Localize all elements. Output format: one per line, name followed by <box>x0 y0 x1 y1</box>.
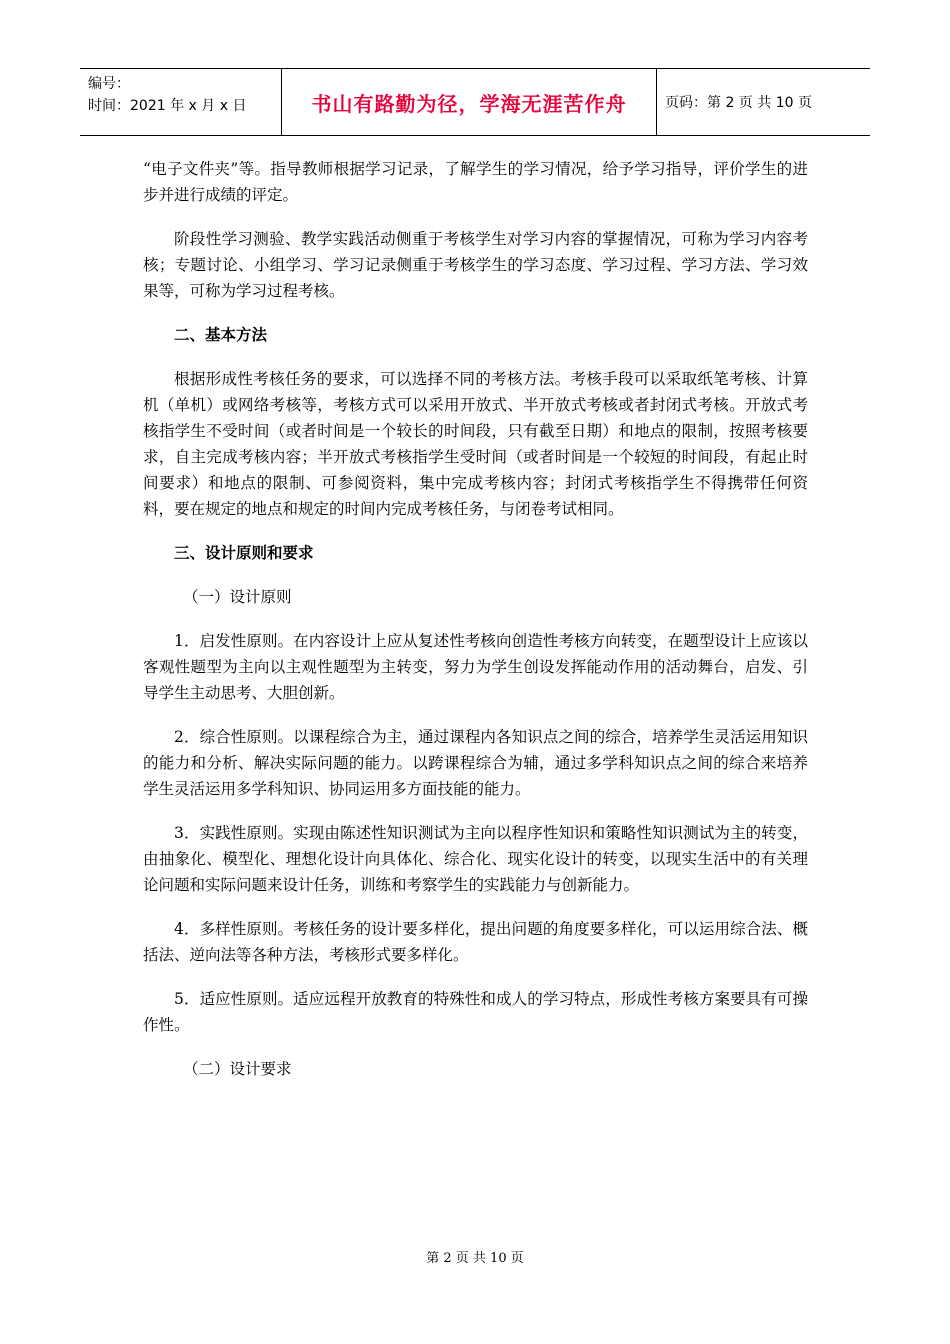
list-item: 5．适应性原则。适应远程开放教育的特殊性和成人的学习特点，形成性考核方案要具有可操作性。 <box>143 990 808 1034</box>
section-heading: 二、基本方法 <box>174 326 268 344</box>
list-item: 1．启发性原则。在内容设计上应从复述性考核向创造性考核方向转变，在题型设计上应该以客观性题型为主向以主观性题型为主转变，努力为学生创设发挥能动作用的活动舞台，启发、引导学生主动思考、大胆创新。 <box>143 632 808 702</box>
document-body <box>143 156 808 1082</box>
section-heading: 三、设计原则和要求 <box>174 544 314 562</box>
paragraph: 阶段性学习测验、教学实践活动侧重于考核学生对学习内容的掌握情况，可称为学习内容考核；专题讨论、小组学习、学习记录侧重于考核学生的学习态度、学习过程、学习方法、学习效果等，可称为学习过程考核。 <box>143 230 808 300</box>
list-item: 3．实践性原则。实现由陈述性知识测试为主向以程序性知识和策略性知识测试为主的转变，由抽象化、模型化、理想化设计向具体化、综合化、现实化设计的转变，以现实生活中的有关理论问题和实际问题来设计任务，训练和考察学生的实践能力与创新能力。 <box>143 824 808 894</box>
document-number-label: 编号： <box>88 76 130 92</box>
page-footer: 第 2 页 共 10 页 <box>426 1251 524 1266</box>
subsection-heading: （二）设计要求 <box>183 1060 292 1078</box>
paragraph: “电子文件夹”等。指导教师根据学习记录，了解学生的学习情况，给予学习指导，评价学生的进步并进行成绩的评定。 <box>143 160 808 204</box>
page-header <box>80 68 870 136</box>
header-meta <box>80 69 282 135</box>
list-item: 2．综合性原则。以课程综合为主，通过课程内各知识点之间的综合，培养学生灵活运用知识的能力和分析、解决实际问题的能力。以跨课程综合为辅，通过多学科知识点之间的综合来培养学生灵活运用多学科知识、协同运用多方面技能的能力。 <box>143 728 808 798</box>
list-item: 4．多样性原则。考核任务的设计要多样化，提出问题的角度要多样化，可以运用综合法、概括法、逆向法等各种方法，考核形式要多样化。 <box>143 920 808 964</box>
subsection-heading: （一）设计原则 <box>183 588 292 606</box>
paragraph: 根据形成性考核任务的要求，可以选择不同的考核方法。考核手段可以采取纸笔考核、计算机（单机）或网络考核等，考核方式可以采用开放式、半开放式考核或者封闭式考核。开放式考核指学生不受时间（或者时间是一个较长的时间段，只有截至日期）和地点的限制，按照考核要求，自主完成考核内容；半开放式考核指学生受时间（或者时间是一个较短的时间段，有起止时间要求）和地点的限制、可参阅资料，集中完成考核内容；封闭式考核指学生不得携带任何资料，要在规定的地点和规定的时间内完成考核任务，与闭卷考试相同。 <box>143 370 808 518</box>
document-time-label: 时间：2021 年 x 月 x 日 <box>88 98 247 114</box>
header-page-info: 页码：第 2 页 共 10 页 <box>665 95 812 111</box>
header-motto: 书山有路勤为径，学海无涯苦作舟 <box>282 69 657 135</box>
